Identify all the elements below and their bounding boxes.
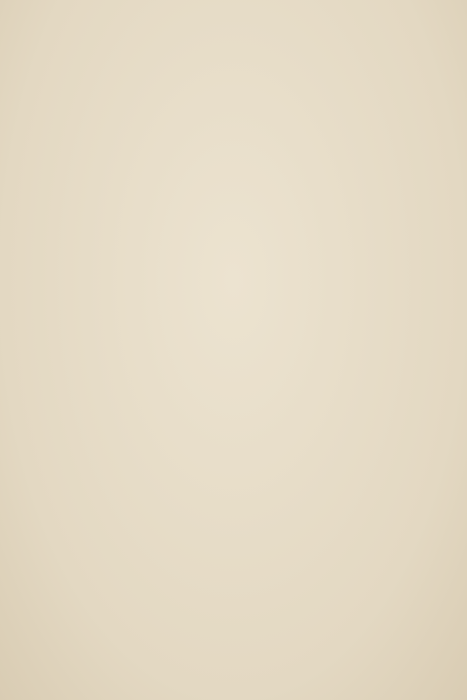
vertical-text-block <box>9 40 449 660</box>
